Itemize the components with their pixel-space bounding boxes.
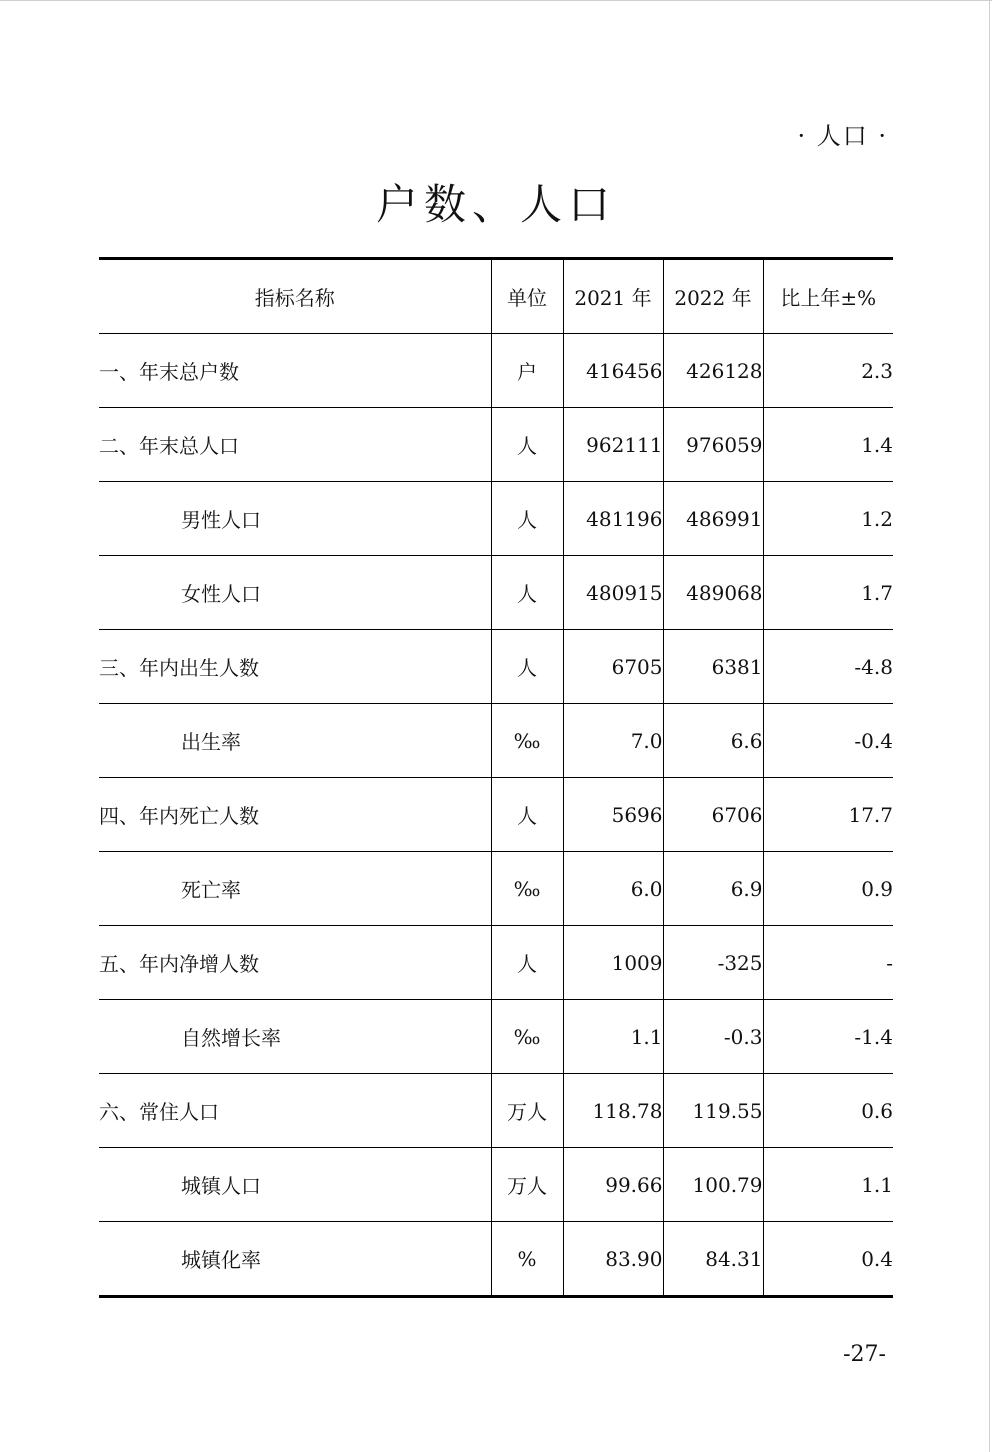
row-unit: 人 bbox=[491, 926, 563, 1000]
row-value-2022: 489068 bbox=[663, 556, 763, 630]
row-value-2021: 962111 bbox=[563, 408, 663, 482]
row-value-2022: 976059 bbox=[663, 408, 763, 482]
population-table bbox=[99, 257, 893, 1298]
row-unit: 人 bbox=[491, 556, 563, 630]
table-row bbox=[99, 1222, 893, 1297]
row-unit: ‰ bbox=[491, 704, 563, 778]
row-indicator-name: 三、年内出生人数 bbox=[99, 630, 491, 704]
row-change-percent: 0.9 bbox=[763, 852, 893, 926]
row-value-2022: 100.79 bbox=[663, 1148, 763, 1222]
row-indicator-name: 死亡率 bbox=[99, 852, 491, 926]
row-value-2022: 426128 bbox=[663, 334, 763, 408]
table-row bbox=[99, 704, 893, 778]
row-change-percent: 1.4 bbox=[763, 408, 893, 482]
row-change-percent: 2.3 bbox=[763, 334, 893, 408]
table-row bbox=[99, 556, 893, 630]
row-change-percent: 1.2 bbox=[763, 482, 893, 556]
row-change-percent: 1.7 bbox=[763, 556, 893, 630]
row-unit: % bbox=[491, 1222, 563, 1297]
row-change-percent: -0.4 bbox=[763, 704, 893, 778]
row-value-2022: 6706 bbox=[663, 778, 763, 852]
row-indicator-name: 出生率 bbox=[99, 704, 491, 778]
header-year-2022: 2022 年 bbox=[663, 259, 763, 334]
row-value-2021: 6.0 bbox=[563, 852, 663, 926]
row-indicator-name: 城镇化率 bbox=[99, 1222, 491, 1297]
page-number: -27- bbox=[843, 1342, 886, 1367]
table-row bbox=[99, 1074, 893, 1148]
page-title: 户数、人口 bbox=[375, 180, 616, 229]
table-body bbox=[99, 334, 893, 1297]
row-unit: 人 bbox=[491, 630, 563, 704]
table-row bbox=[99, 778, 893, 852]
row-indicator-name: 女性人口 bbox=[99, 556, 491, 630]
row-value-2022: 486991 bbox=[663, 482, 763, 556]
row-change-percent: 0.4 bbox=[763, 1222, 893, 1297]
row-unit: 人 bbox=[491, 778, 563, 852]
header-change-percent: 比上年±% bbox=[763, 259, 893, 334]
row-indicator-name: 城镇人口 bbox=[99, 1148, 491, 1222]
row-unit: 户 bbox=[491, 334, 563, 408]
row-value-2021: 83.90 bbox=[563, 1222, 663, 1297]
row-indicator-name: 六、常住人口 bbox=[99, 1074, 491, 1148]
row-value-2021: 99.66 bbox=[563, 1148, 663, 1222]
header-year-2021: 2021 年 bbox=[563, 259, 663, 334]
row-value-2021: 481196 bbox=[563, 482, 663, 556]
row-unit: ‰ bbox=[491, 1000, 563, 1074]
row-value-2022: 6.6 bbox=[663, 704, 763, 778]
row-value-2022: 84.31 bbox=[663, 1222, 763, 1297]
row-change-percent: - bbox=[763, 926, 893, 1000]
table-row bbox=[99, 482, 893, 556]
row-value-2022: -0.3 bbox=[663, 1000, 763, 1074]
table-row bbox=[99, 408, 893, 482]
row-value-2021: 7.0 bbox=[563, 704, 663, 778]
row-indicator-name: 二、年末总人口 bbox=[99, 408, 491, 482]
row-indicator-name: 自然增长率 bbox=[99, 1000, 491, 1074]
row-value-2022: 6381 bbox=[663, 630, 763, 704]
header-indicator-name: 指标名称 bbox=[99, 259, 491, 334]
row-value-2021: 480915 bbox=[563, 556, 663, 630]
row-value-2021: 118.78 bbox=[563, 1074, 663, 1148]
row-indicator-name: 四、年内死亡人数 bbox=[99, 778, 491, 852]
table-row bbox=[99, 1148, 893, 1222]
row-unit: 人 bbox=[491, 482, 563, 556]
row-unit: 万人 bbox=[491, 1074, 563, 1148]
row-indicator-name: 一、年末总户数 bbox=[99, 334, 491, 408]
row-change-percent: -1.4 bbox=[763, 1000, 893, 1074]
row-change-percent: 1.1 bbox=[763, 1148, 893, 1222]
table-header-row bbox=[99, 259, 893, 334]
row-unit: ‰ bbox=[491, 852, 563, 926]
row-value-2021: 6705 bbox=[563, 630, 663, 704]
table-row bbox=[99, 630, 893, 704]
row-indicator-name: 五、年内净增人数 bbox=[99, 926, 491, 1000]
row-value-2022: 6.9 bbox=[663, 852, 763, 926]
row-value-2021: 5696 bbox=[563, 778, 663, 852]
table-row bbox=[99, 334, 893, 408]
row-unit: 人 bbox=[491, 408, 563, 482]
row-unit: 万人 bbox=[491, 1148, 563, 1222]
section-tag: · 人口 · bbox=[797, 122, 888, 150]
row-change-percent: 17.7 bbox=[763, 778, 893, 852]
row-value-2021: 416456 bbox=[563, 334, 663, 408]
row-change-percent: -4.8 bbox=[763, 630, 893, 704]
table-row bbox=[99, 926, 893, 1000]
header-unit: 单位 bbox=[491, 259, 563, 334]
row-value-2021: 1009 bbox=[563, 926, 663, 1000]
page-top-border bbox=[0, 0, 992, 1]
row-change-percent: 0.6 bbox=[763, 1074, 893, 1148]
table-row bbox=[99, 852, 893, 926]
row-indicator-name: 男性人口 bbox=[99, 482, 491, 556]
row-value-2021: 1.1 bbox=[563, 1000, 663, 1074]
row-value-2022: -325 bbox=[663, 926, 763, 1000]
table-row bbox=[99, 1000, 893, 1074]
row-value-2022: 119.55 bbox=[663, 1074, 763, 1148]
